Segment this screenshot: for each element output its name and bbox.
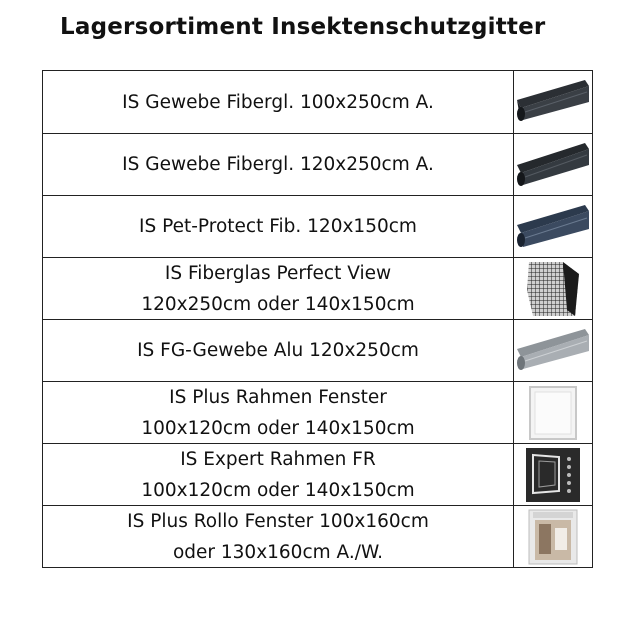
product-label-line: IS Expert Rahmen FR [180,448,376,470]
dark-mesh-roll-icon [515,78,591,126]
page-title: Lagersortiment Insektenschutzgitter [60,14,546,40]
table-row [43,196,592,258]
product-image [514,444,592,505]
product-label-line: IS FG-Gewebe Alu 120x250cm [137,340,419,361]
dark-frame-set-icon [525,447,581,503]
roller-window-icon [527,508,579,566]
product-label [43,382,514,443]
product-label [43,134,514,195]
product-label-line: IS Gewebe Fibergl. 120x250cm A. [122,154,434,175]
table-row [43,71,592,134]
product-label [43,506,514,567]
product-image [514,506,592,567]
dark-mesh-roll-icon [515,141,591,189]
product-label-line: 100x120cm oder 140x150cm [141,417,415,439]
product-label-line: IS Plus Rollo Fenster 100x160cm [127,510,429,532]
black-mesh-sheet-icon [523,260,583,318]
product-image [514,320,592,381]
product-image [514,71,592,133]
product-label [43,196,514,257]
product-label [43,320,514,381]
table-row [43,506,592,568]
table-row [43,258,592,320]
product-image [514,258,592,319]
product-image [514,196,592,257]
table-row [43,444,592,506]
table-row [43,134,592,196]
navy-mesh-roll-icon [515,203,591,251]
product-label-line: 120x250cm oder 140x150cm [141,293,415,315]
grey-mesh-roll-icon [515,327,591,375]
product-image [514,382,592,443]
white-frame-icon [527,385,579,441]
product-label-line: IS Fiberglas Perfect View [164,262,392,284]
product-table [42,70,593,568]
product-label-line: IS Pet-Protect Fib. 120x150cm [139,216,417,237]
product-label-line: IS Gewebe Fibergl. 100x250cm A. [122,91,434,113]
product-image [514,134,592,195]
table-row [43,382,592,444]
product-label-line: 100x120cm oder 140x150cm [141,479,415,501]
product-label [43,71,514,133]
product-label-line: IS Plus Rahmen Fenster [169,386,387,408]
table-row [43,320,592,382]
product-label [43,444,514,505]
product-label [43,258,514,319]
product-label-line: oder 130x160cm A./W. [172,541,384,563]
